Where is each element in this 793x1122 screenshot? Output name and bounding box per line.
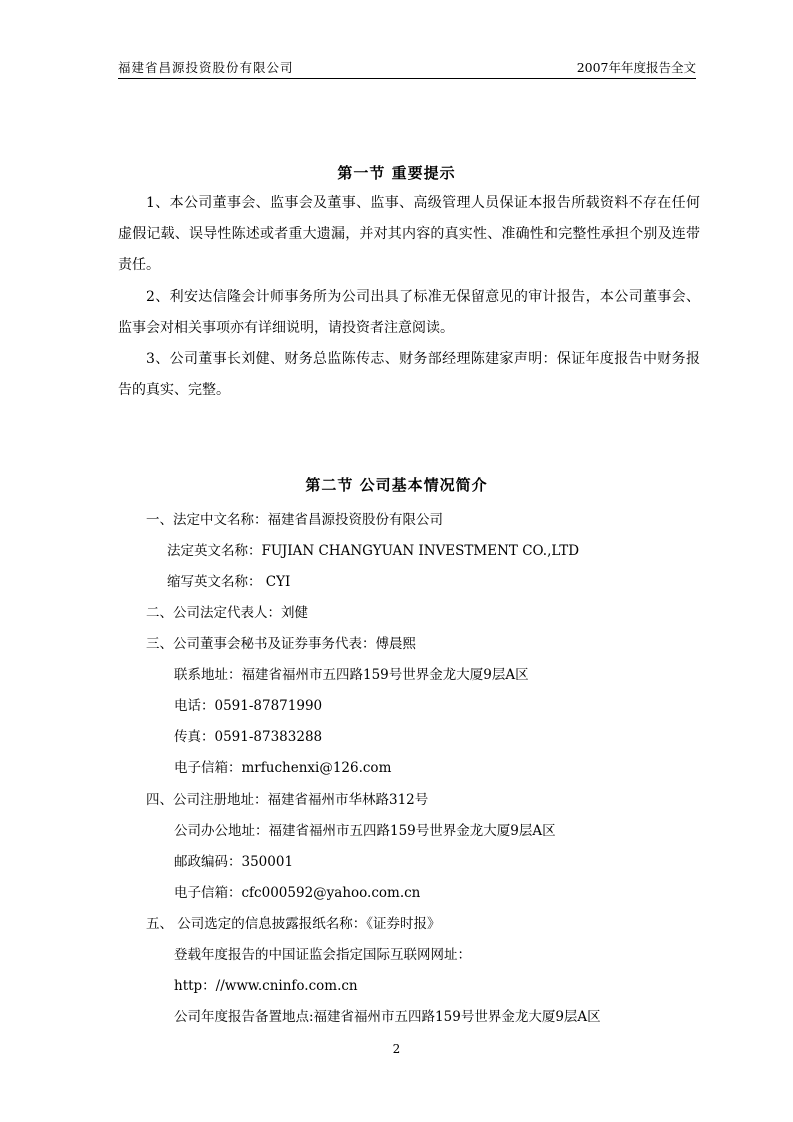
report-filing-location: 公司年度报告备置地点:福建省福州市五四路159号世界金龙大厦9层A区 [174,1009,601,1025]
company-email: 电子信箱：cfc000592@yahoo.com.cn [174,885,421,901]
disclosure-website-label: 登载年度报告的中国证监会指定国际互联网网址： [174,947,471,963]
contact-address: 联系地址：福建省福州市五四路159号世界金龙大厦9层A区 [174,667,529,683]
page-header [118,56,696,78]
header-divider [118,78,696,79]
page-number: 2 [392,1042,401,1056]
legal-chinese-name: 一、法定中文名称：福建省昌源投资股份有限公司 [146,512,443,528]
header-document-title: 2007年年度报告全文 [576,60,696,75]
secretary-email: 电子信箱：mrfuchenxi@126.com [174,760,392,776]
section-2-title: 第二节 公司基本情况简介 [305,476,488,494]
header-company-name: 福建省昌源投资股份有限公司 [118,60,294,75]
section-1-title: 第一节 重要提示 [337,164,456,182]
legal-english-name: 法定英文名称：FUJIAN CHANGYUAN INVESTMENT CO.,LTD [167,543,580,559]
legal-representative: 二、公司法定代表人：刘健 [146,605,308,621]
important-notice-paragraph-2: 2、利安达信隆会计师事务所为公司出具了标准无保留意见的审计报告，本公司董事会、监事会对相关事项亦有详细说明，请投资者注意阅读。 [118,289,700,336]
office-address: 公司办公地址：福建省福州市五四路159号世界金龙大厦9层A区 [174,823,556,839]
important-notice-paragraph-3: 3、公司董事长刘健、财务总监陈传志、财务部经理陈建家声明：保证年度报告中财务报告的真实、完整。 [118,351,700,398]
disclosure-newspaper: 五、 公司选定的信息披露报纸名称：《证券时报》 [146,916,441,932]
board-secretary: 三、公司董事会秘书及证券事务代表：傅晨熙 [146,636,416,652]
disclosure-website-url: http：//www.cninfo.com.cn [174,978,358,994]
phone-number: 电话：0591-87871990 [174,698,323,714]
fax-number: 传真：0591-87383288 [174,729,323,745]
registered-address: 四、公司注册地址：福建省福州市华林路312号 [146,792,429,808]
english-abbreviation: 缩写英文名称： CYI [167,574,291,590]
postal-code: 邮政编码：350001 [174,854,294,870]
important-notice-paragraph-1: 1、本公司董事会、监事会及董事、监事、高级管理人员保证本报告所载资料不存在任何虚假记载、误导性陈述或者重大遗漏，并对其内容的真实性、准确性和完整性承担个别及连带责任。 [118,195,700,273]
